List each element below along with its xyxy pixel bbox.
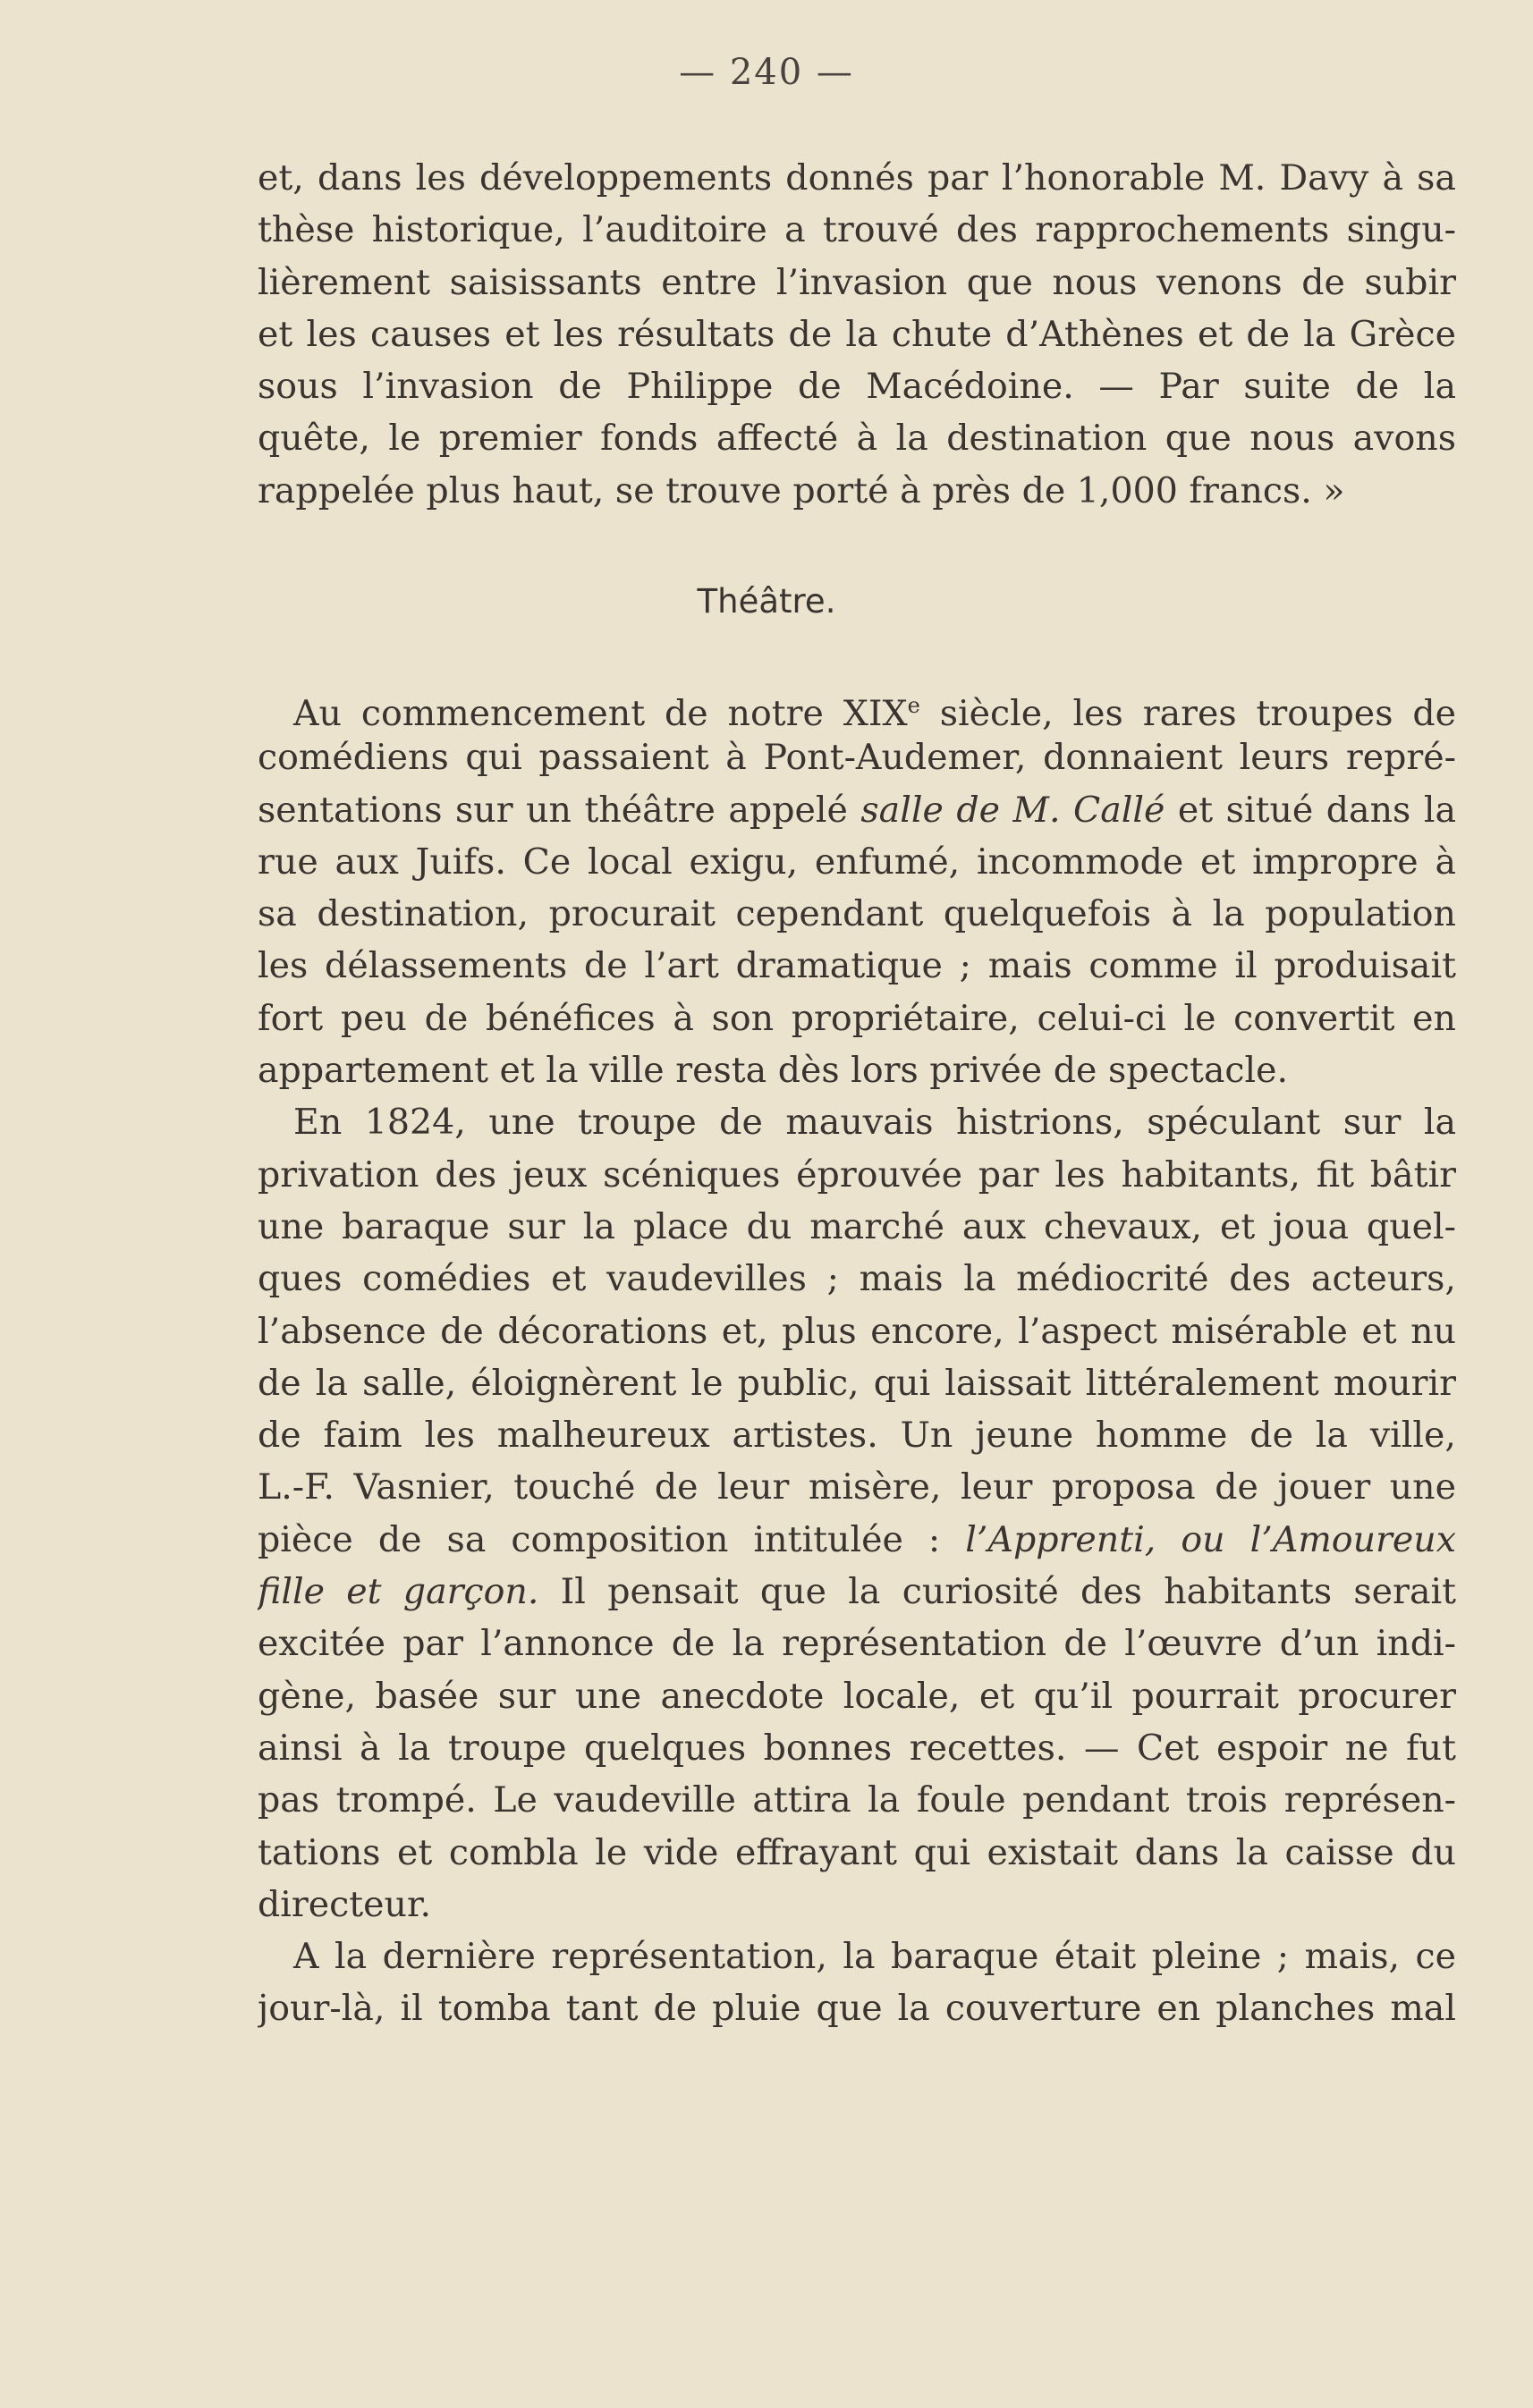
text-line: ainsi à la troupe quelques bonnes recettes. — Cet espoir ne fut [258, 1727, 1456, 1769]
text-line: une baraque sur la place du marché aux chevaux, et joua quel- [258, 1205, 1456, 1247]
text-line: sous l’invasion de Philippe de Macédoine. — Par suite de la [258, 366, 1456, 408]
text-line: de faim les malheureux artistes. Un jeune homme de la ville, [258, 1415, 1456, 1457]
text-line: lièrement saisissants entre l’invasion que nous venons de subir [258, 261, 1456, 303]
text-line: et, dans les développements donnés par l’honorable M. Davy à sa [258, 157, 1456, 199]
section-heading: Théâtre. [697, 582, 836, 621]
text-line: En 1824, une troupe de mauvais histrions, spéculant sur la [293, 1102, 1456, 1144]
text-line: de la salle, éloignèrent le public, qui laissait littéralement mourir [258, 1362, 1456, 1404]
text-line: rappelée plus haut, se trouve porté à près de 1,000 francs. » [258, 469, 1345, 511]
text-line: sentations sur un théâtre appelé salle de M. Callé et situé dans la [258, 789, 1456, 831]
text-line: rue aux Juifs. Ce local exigu, enfumé, incommode et impropre à [258, 841, 1456, 883]
text-line: et les causes et les résultats de la chute d’Athènes et de la Grèce [258, 313, 1456, 355]
text-line: fille et garçon. Il pensait que la curiosité des habitants serait [258, 1571, 1456, 1613]
text-line: L.-F. Vasnier, touché de leur misère, leur proposa de jouer une [258, 1466, 1456, 1508]
text-line: appartement et la ville resta dès lors privée de spectacle. [258, 1050, 1289, 1092]
text-line: pas trompé. Le vaudeville attira la foule pendant trois représen- [258, 1779, 1456, 1821]
text-line: A la dernière représentation, la baraque était pleine ; mais, ce [293, 1936, 1456, 1978]
text-line: Au commencement de notre XIXe siècle, les rares troupes de [293, 693, 1456, 732]
text-line: directeur. [258, 1883, 432, 1925]
text-line: tations et combla le vide effrayant qui existait dans la caisse du [258, 1831, 1456, 1873]
text-line: sa destination, procurait cependant quelquefois à la population [258, 893, 1456, 935]
text-line: privation des jeux scéniques éprouvée par les habitants, fit bâtir [258, 1153, 1456, 1196]
text-line: fort peu de bénéfices à son propriétaire, celui-ci le convertit en [258, 997, 1456, 1039]
text-line: les délassements de l’art dramatique ; mais comme il produisait [258, 945, 1456, 987]
text-line: comédiens qui passaient à Pont-Audemer, donnaient leurs repré- [258, 737, 1456, 779]
text-line: quête, le premier fonds affecté à la destination que nous avons [258, 418, 1456, 460]
text-line: gène, basée sur une anecdote locale, et qu’il pourrait procurer [258, 1675, 1456, 1717]
text-line: ques comédies et vaudevilles ; mais la médiocrité des acteurs, [258, 1258, 1456, 1300]
text-line: thèse historique, l’auditoire a trouvé des rapprochements singu- [258, 209, 1456, 251]
text-line: l’absence de décorations et, plus encore, l’aspect misérable et nu [258, 1310, 1456, 1352]
text-line: excitée par l’annonce de la représentation de l’œuvre d’un indi- [258, 1623, 1456, 1665]
page-number: — 240 — [679, 52, 854, 93]
text-line: jour-là, il tomba tant de pluie que la couverture en planches mal [258, 1988, 1456, 2030]
paragraph-theatre-history [258, 680, 1456, 2035]
text-line: pièce de sa composition intitulée : l’Apprenti, ou l’Amoureux [258, 1518, 1456, 1560]
paragraph-intro [258, 152, 1456, 517]
